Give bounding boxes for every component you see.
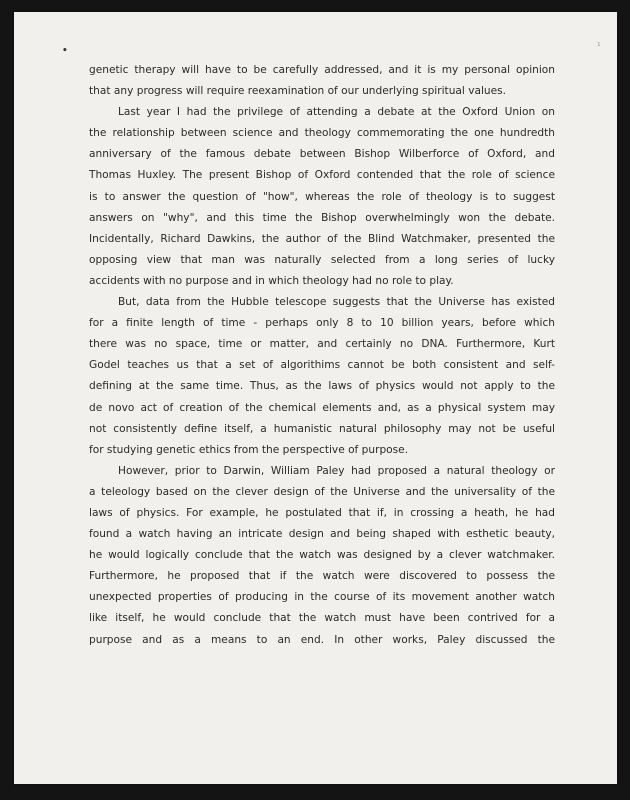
text-line: for studying genetic ethics from the perspective of purpose. bbox=[89, 443, 409, 456]
text-line: genetic therapy will have to be carefully addressed, and it is my personal opinion bbox=[89, 64, 555, 76]
text-line: the relationship between science and theology commemorating the one hundredth bbox=[89, 127, 555, 140]
text-line: accidents with no purpose and in which theology had no role to play. bbox=[89, 274, 454, 287]
text-line: anniversary of the famous debate between Bishop Wilberforce of Oxford, and bbox=[89, 148, 555, 161]
text-line: purpose and as a means to an end. In other works, Paley discussed the bbox=[89, 633, 555, 646]
text-line: for a finite length of time - perhaps only 8 to 10 billion years, before which bbox=[89, 317, 555, 330]
text-line: de novo act of creation of the chemical elements and, as a physical system may bbox=[89, 401, 555, 414]
text-line: found a watch having an intricate design and being shaped with esthetic beauty, bbox=[89, 528, 555, 541]
text-line: he would logically conclude that the watch was designed by a clever watchmaker. bbox=[89, 549, 555, 562]
text-line: Incidentally, Richard Dawkins, the author of the Blind Watchmaker, presented the bbox=[89, 232, 555, 245]
text-line: unexpected properties of producing in the course of its movement another watch bbox=[89, 591, 555, 604]
text-line: Last year I had the privilege of attending a debate at the Oxford Union on bbox=[118, 106, 555, 119]
text-line: like itself, he would conclude that the watch must have been contrived for a bbox=[89, 612, 555, 625]
text-line: answers on "why", and this time the Bishop overwhelmingly won the debate. bbox=[89, 211, 555, 224]
text-line: Godel teaches us that a set of algorithims cannot be both consistent and self- bbox=[89, 359, 555, 372]
page-mark-left: • bbox=[62, 46, 68, 56]
page-mark-right: ¹ bbox=[597, 42, 601, 52]
text-line: But, data from the Hubble telescope suggests that the Universe has existed bbox=[118, 296, 555, 309]
text-line: defining at the same time. Thus, as the laws of physics would not apply to the bbox=[89, 380, 555, 393]
document-page bbox=[14, 12, 617, 784]
text-line: a teleology based on the clever design of the Universe and the universality of the bbox=[89, 485, 555, 498]
text-line: there was no space, time or matter, and certainly no DNA. Furthermore, Kurt bbox=[89, 338, 555, 351]
text-line: laws of physics. For example, he postulated that if, in crossing a heath, he had bbox=[89, 506, 555, 519]
text-line: is to answer the question of "how", whereas the role of theology is to suggest bbox=[89, 190, 555, 203]
text-line: Furthermore, he proposed that if the watch were discovered to possess the bbox=[89, 570, 555, 583]
text-line: that any progress will require reexamination of our underlying spiritual values. bbox=[89, 85, 507, 98]
text-line: Thomas Huxley. The present Bishop of Oxford contended that the role of science bbox=[89, 169, 555, 182]
text-line: However, prior to Darwin, William Paley had proposed a natural theology or bbox=[118, 464, 555, 477]
text-line: opposing view that man was naturally selected from a long series of lucky bbox=[89, 253, 555, 266]
body-text bbox=[89, 60, 555, 651]
text-line: not consistently define itself, a humanistic natural philosophy may not be useful bbox=[89, 422, 555, 435]
